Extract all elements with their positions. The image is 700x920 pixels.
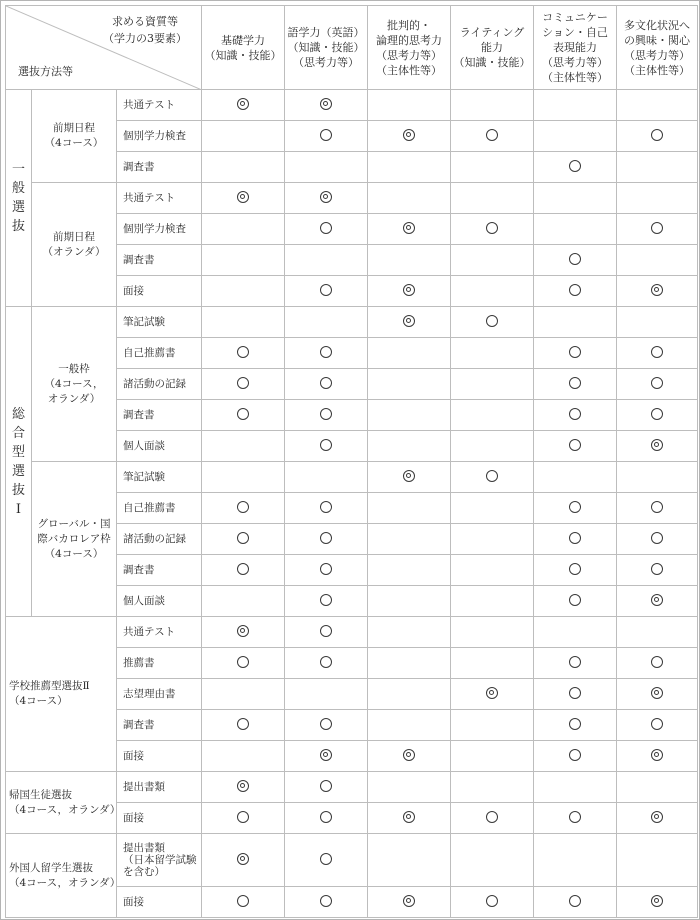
mark-cell xyxy=(368,555,451,586)
circle-mark xyxy=(569,377,582,390)
double-circle-mark xyxy=(237,98,250,111)
double-circle-mark xyxy=(403,222,416,235)
table-row xyxy=(6,462,698,493)
method-cell: 提出書類 xyxy=(117,772,202,803)
mark-cell xyxy=(368,90,451,121)
mark-cell xyxy=(451,617,534,648)
mark-cell xyxy=(285,431,368,462)
circle-mark xyxy=(320,222,333,235)
circle-mark xyxy=(237,811,250,824)
circle-mark xyxy=(569,656,582,669)
circle-mark xyxy=(237,501,250,514)
circle-mark xyxy=(569,594,582,607)
double-circle-mark xyxy=(237,853,250,866)
mark-cell xyxy=(285,586,368,617)
mark-cell xyxy=(368,152,451,183)
method-cell: 個別学力検査 xyxy=(117,121,202,152)
circle-mark xyxy=(651,563,664,576)
mark-cell xyxy=(285,679,368,710)
mark-cell xyxy=(451,648,534,679)
circle-mark xyxy=(569,284,582,297)
category-label: 総合型選抜Ⅰ xyxy=(11,406,25,517)
mark-cell xyxy=(202,214,285,245)
mark-cell xyxy=(368,307,451,338)
mark-cell xyxy=(451,679,534,710)
mark-cell xyxy=(451,400,534,431)
table-row xyxy=(6,307,698,338)
circle-mark xyxy=(237,377,250,390)
mark-cell xyxy=(202,834,285,887)
double-circle-mark xyxy=(320,98,333,111)
mark-cell xyxy=(617,679,698,710)
mark-cell xyxy=(285,276,368,307)
circle-mark xyxy=(569,895,582,908)
mark-cell xyxy=(285,555,368,586)
mark-cell xyxy=(451,152,534,183)
mark-cell xyxy=(368,710,451,741)
mark-cell xyxy=(368,369,451,400)
mark-cell xyxy=(451,493,534,524)
mark-cell xyxy=(368,524,451,555)
method-cell: 調査書 xyxy=(117,245,202,276)
mark-cell xyxy=(451,121,534,152)
mark-cell xyxy=(285,524,368,555)
mark-cell xyxy=(534,183,617,214)
mark-cell xyxy=(534,338,617,369)
double-circle-mark xyxy=(651,439,664,452)
mark-cell xyxy=(202,276,285,307)
mark-cell xyxy=(285,710,368,741)
mark-cell xyxy=(617,214,698,245)
mark-cell xyxy=(368,431,451,462)
mark-cell xyxy=(617,338,698,369)
circle-mark xyxy=(651,656,664,669)
method-cell: 推薦書 xyxy=(117,648,202,679)
mark-cell xyxy=(285,245,368,276)
circle-mark xyxy=(320,408,333,421)
category-cell xyxy=(6,90,32,307)
mark-cell xyxy=(368,887,451,918)
mark-cell xyxy=(451,245,534,276)
mark-cell xyxy=(285,121,368,152)
mark-cell xyxy=(285,400,368,431)
double-circle-mark xyxy=(320,749,333,762)
mark-cell xyxy=(617,493,698,524)
mark-cell xyxy=(368,400,451,431)
circle-mark xyxy=(486,470,499,483)
mark-cell xyxy=(202,710,285,741)
column-header-2: 批判的・ 論理的思考力 （思考力等） （主体性等） xyxy=(368,6,451,90)
method-cell: 自己推薦書 xyxy=(117,338,202,369)
column-header-3: ライティング 能力 （知識・技能） xyxy=(451,6,534,90)
mark-cell xyxy=(285,462,368,493)
mark-cell xyxy=(617,648,698,679)
mark-cell xyxy=(617,887,698,918)
method-cell: 筆記試験 xyxy=(117,462,202,493)
mark-cell xyxy=(617,400,698,431)
mark-cell xyxy=(451,524,534,555)
mark-cell xyxy=(368,462,451,493)
circle-mark xyxy=(320,853,333,866)
mark-cell xyxy=(202,555,285,586)
circle-mark xyxy=(320,346,333,359)
method-cell: 個人面談 xyxy=(117,431,202,462)
mark-cell xyxy=(534,493,617,524)
method-cell: 調査書 xyxy=(117,400,202,431)
circle-mark xyxy=(320,563,333,576)
mark-cell xyxy=(451,887,534,918)
mark-cell xyxy=(368,586,451,617)
mark-cell xyxy=(451,369,534,400)
mark-cell xyxy=(285,307,368,338)
selection-criteria-table xyxy=(5,5,698,918)
method-cell: 面接 xyxy=(117,741,202,772)
mark-cell xyxy=(617,710,698,741)
mark-cell xyxy=(285,369,368,400)
mark-cell xyxy=(202,462,285,493)
circle-mark xyxy=(237,408,250,421)
mark-cell xyxy=(617,369,698,400)
circle-mark xyxy=(486,129,499,142)
mark-cell xyxy=(202,307,285,338)
double-circle-mark xyxy=(486,687,499,700)
mark-cell xyxy=(202,772,285,803)
header-row xyxy=(6,6,698,90)
mark-cell xyxy=(534,648,617,679)
method-cell: 調査書 xyxy=(117,710,202,741)
mark-cell xyxy=(202,400,285,431)
mark-cell xyxy=(534,834,617,887)
header-corner xyxy=(6,6,202,90)
circle-mark xyxy=(569,532,582,545)
mark-cell xyxy=(202,803,285,834)
circle-mark xyxy=(320,895,333,908)
circle-mark xyxy=(651,532,664,545)
circle-mark xyxy=(237,346,250,359)
method-cell: 筆記試験 xyxy=(117,307,202,338)
mark-cell xyxy=(368,803,451,834)
mark-cell xyxy=(368,121,451,152)
mark-cell xyxy=(285,183,368,214)
circle-mark xyxy=(651,377,664,390)
mark-cell xyxy=(617,741,698,772)
method-cell: 諸活動の記録 xyxy=(117,369,202,400)
double-circle-mark xyxy=(237,780,250,793)
double-circle-mark xyxy=(403,895,416,908)
mark-cell xyxy=(202,369,285,400)
circle-mark xyxy=(320,284,333,297)
mark-cell xyxy=(534,307,617,338)
circle-mark xyxy=(651,718,664,731)
double-circle-mark xyxy=(403,470,416,483)
mark-cell xyxy=(534,431,617,462)
mark-cell xyxy=(451,431,534,462)
mark-cell xyxy=(202,152,285,183)
mark-cell xyxy=(285,152,368,183)
mark-cell xyxy=(617,617,698,648)
circle-mark xyxy=(569,811,582,824)
double-circle-mark xyxy=(403,129,416,142)
mark-cell xyxy=(202,617,285,648)
double-circle-mark xyxy=(237,191,250,204)
mark-cell xyxy=(534,586,617,617)
mark-cell xyxy=(534,887,617,918)
circle-mark xyxy=(569,346,582,359)
mark-cell xyxy=(617,276,698,307)
mark-cell xyxy=(285,803,368,834)
mark-cell xyxy=(285,772,368,803)
mark-cell xyxy=(202,887,285,918)
double-circle-mark xyxy=(403,284,416,297)
method-cell: 共通テスト xyxy=(117,617,202,648)
mark-cell xyxy=(202,679,285,710)
mark-cell xyxy=(534,555,617,586)
circle-mark xyxy=(320,439,333,452)
double-circle-mark xyxy=(320,191,333,204)
mark-cell xyxy=(617,555,698,586)
mark-cell xyxy=(534,245,617,276)
circle-mark xyxy=(651,501,664,514)
mark-cell xyxy=(617,245,698,276)
column-header-4: コミュニケー ション・自己 表現能力 （思考力等） （主体性等） xyxy=(534,6,617,90)
mark-cell xyxy=(534,121,617,152)
mark-cell xyxy=(534,462,617,493)
mark-cell xyxy=(368,617,451,648)
mark-cell xyxy=(202,741,285,772)
circle-mark xyxy=(320,811,333,824)
mark-cell xyxy=(534,400,617,431)
mark-cell xyxy=(368,338,451,369)
mark-cell xyxy=(368,245,451,276)
category-cell xyxy=(6,307,32,617)
double-circle-mark xyxy=(651,284,664,297)
mark-cell xyxy=(202,586,285,617)
mark-cell xyxy=(368,772,451,803)
table-row xyxy=(6,617,698,648)
circle-mark xyxy=(486,222,499,235)
circle-mark xyxy=(569,408,582,421)
method-cell: 共通テスト xyxy=(117,90,202,121)
mark-cell xyxy=(285,834,368,887)
mark-cell xyxy=(451,214,534,245)
circle-mark xyxy=(651,408,664,421)
mark-cell xyxy=(534,152,617,183)
mark-cell xyxy=(617,152,698,183)
mark-cell xyxy=(451,183,534,214)
method-cell: 自己推薦書 xyxy=(117,493,202,524)
mark-cell xyxy=(285,214,368,245)
column-header-1: 語学力（英語） （知識・技能） （思考力等） xyxy=(285,6,368,90)
circle-mark xyxy=(569,718,582,731)
circle-mark xyxy=(651,129,664,142)
method-cell: 面接 xyxy=(117,887,202,918)
table-row xyxy=(6,90,698,121)
double-circle-mark xyxy=(651,749,664,762)
method-cell: 志望理由書 xyxy=(117,679,202,710)
mark-cell xyxy=(451,586,534,617)
circle-mark xyxy=(320,780,333,793)
mark-cell xyxy=(202,90,285,121)
mark-cell xyxy=(534,710,617,741)
mark-cell xyxy=(617,803,698,834)
circle-mark xyxy=(237,895,250,908)
mark-cell xyxy=(617,307,698,338)
mark-cell xyxy=(368,648,451,679)
mark-cell xyxy=(534,617,617,648)
mark-cell xyxy=(534,679,617,710)
mark-cell xyxy=(617,183,698,214)
circle-mark xyxy=(237,563,250,576)
circle-mark xyxy=(320,594,333,607)
mark-cell xyxy=(534,772,617,803)
mark-cell xyxy=(451,834,534,887)
method-cell: 調査書 xyxy=(117,152,202,183)
mark-cell xyxy=(617,462,698,493)
column-header-0: 基礎学力 （知識・技能） xyxy=(202,6,285,90)
subgroup-cell: 前期日程 （4コース） xyxy=(32,90,117,183)
mark-cell xyxy=(617,524,698,555)
subgroup-cell: 一般枠 （4コース， オランダ） xyxy=(32,307,117,462)
circle-mark xyxy=(320,129,333,142)
mark-cell xyxy=(534,276,617,307)
header-corner-top-label: 求める資質等 （学力の3要素） xyxy=(103,15,188,45)
mark-cell xyxy=(202,338,285,369)
mark-cell xyxy=(534,214,617,245)
mark-cell xyxy=(202,121,285,152)
circle-mark xyxy=(320,501,333,514)
mark-cell xyxy=(534,90,617,121)
double-circle-mark xyxy=(651,895,664,908)
mark-cell xyxy=(617,772,698,803)
mark-cell xyxy=(451,462,534,493)
mark-cell xyxy=(451,710,534,741)
category-label: 一般選抜 xyxy=(11,162,25,234)
circle-mark xyxy=(569,687,582,700)
method-cell: 共通テスト xyxy=(117,183,202,214)
method-cell: 提出書類 （日本留学試験 を含む） xyxy=(117,834,202,887)
mark-cell xyxy=(368,834,451,887)
mark-cell xyxy=(285,617,368,648)
mark-cell xyxy=(368,276,451,307)
mark-cell xyxy=(202,245,285,276)
header-corner-bottom-label: 選抜方法等 xyxy=(18,65,73,78)
table-row xyxy=(6,772,698,803)
mark-cell xyxy=(285,887,368,918)
mark-cell xyxy=(202,524,285,555)
method-cell: 諸活動の記録 xyxy=(117,524,202,555)
category-cell: 学校推薦型選抜Ⅱ （4コース） xyxy=(6,617,117,772)
category-cell: 外国人留学生選抜 （4コース，オランダ） xyxy=(6,834,117,918)
circle-mark xyxy=(320,532,333,545)
table-row xyxy=(6,834,698,887)
circle-mark xyxy=(237,656,250,669)
mark-cell xyxy=(617,834,698,887)
mark-cell xyxy=(451,338,534,369)
double-circle-mark xyxy=(403,749,416,762)
mark-cell xyxy=(451,772,534,803)
double-circle-mark xyxy=(237,625,250,638)
circle-mark xyxy=(651,346,664,359)
mark-cell xyxy=(534,803,617,834)
mark-cell xyxy=(368,493,451,524)
mark-cell xyxy=(285,338,368,369)
circle-mark xyxy=(569,501,582,514)
mark-cell xyxy=(534,741,617,772)
mark-cell xyxy=(451,90,534,121)
mark-cell xyxy=(368,679,451,710)
method-cell: 面接 xyxy=(117,803,202,834)
double-circle-mark xyxy=(403,811,416,824)
circle-mark xyxy=(320,656,333,669)
double-circle-mark xyxy=(651,687,664,700)
mark-cell xyxy=(285,741,368,772)
subgroup-cell: 前期日程 （オランダ） xyxy=(32,183,117,307)
circle-mark xyxy=(486,315,499,328)
double-circle-mark xyxy=(651,594,664,607)
mark-cell xyxy=(202,493,285,524)
mark-cell xyxy=(285,90,368,121)
mark-cell xyxy=(617,90,698,121)
mark-cell xyxy=(617,121,698,152)
circle-mark xyxy=(237,718,250,731)
mark-cell xyxy=(202,648,285,679)
circle-mark xyxy=(486,895,499,908)
mark-cell xyxy=(617,586,698,617)
circle-mark xyxy=(486,811,499,824)
mark-cell xyxy=(534,524,617,555)
mark-cell xyxy=(285,648,368,679)
circle-mark xyxy=(651,222,664,235)
mark-cell xyxy=(202,431,285,462)
mark-cell xyxy=(451,276,534,307)
mark-cell xyxy=(451,803,534,834)
method-cell: 面接 xyxy=(117,276,202,307)
column-header-5: 多文化状況へ の興味・関心 （思考力等） （主体性等） xyxy=(617,6,698,90)
method-cell: 調査書 xyxy=(117,555,202,586)
circle-mark xyxy=(569,749,582,762)
mark-cell xyxy=(451,307,534,338)
circle-mark xyxy=(320,718,333,731)
mark-cell xyxy=(617,431,698,462)
mark-cell xyxy=(368,214,451,245)
circle-mark xyxy=(569,563,582,576)
mark-cell xyxy=(368,741,451,772)
method-cell: 個人面談 xyxy=(117,586,202,617)
mark-cell xyxy=(368,183,451,214)
circle-mark xyxy=(237,532,250,545)
mark-cell xyxy=(451,555,534,586)
circle-mark xyxy=(569,253,582,266)
table-row xyxy=(6,183,698,214)
double-circle-mark xyxy=(651,811,664,824)
method-cell: 個別学力検査 xyxy=(117,214,202,245)
circle-mark xyxy=(569,160,582,173)
circle-mark xyxy=(320,377,333,390)
circle-mark xyxy=(320,625,333,638)
mark-cell xyxy=(534,369,617,400)
mark-cell xyxy=(451,741,534,772)
mark-cell xyxy=(202,183,285,214)
mark-cell xyxy=(285,493,368,524)
double-circle-mark xyxy=(403,315,416,328)
subgroup-cell: グローバル・国 際バカロレア枠 （4コース） xyxy=(32,462,117,617)
circle-mark xyxy=(569,439,582,452)
category-cell: 帰国生徒選抜 （4コース，オランダ） xyxy=(6,772,117,834)
